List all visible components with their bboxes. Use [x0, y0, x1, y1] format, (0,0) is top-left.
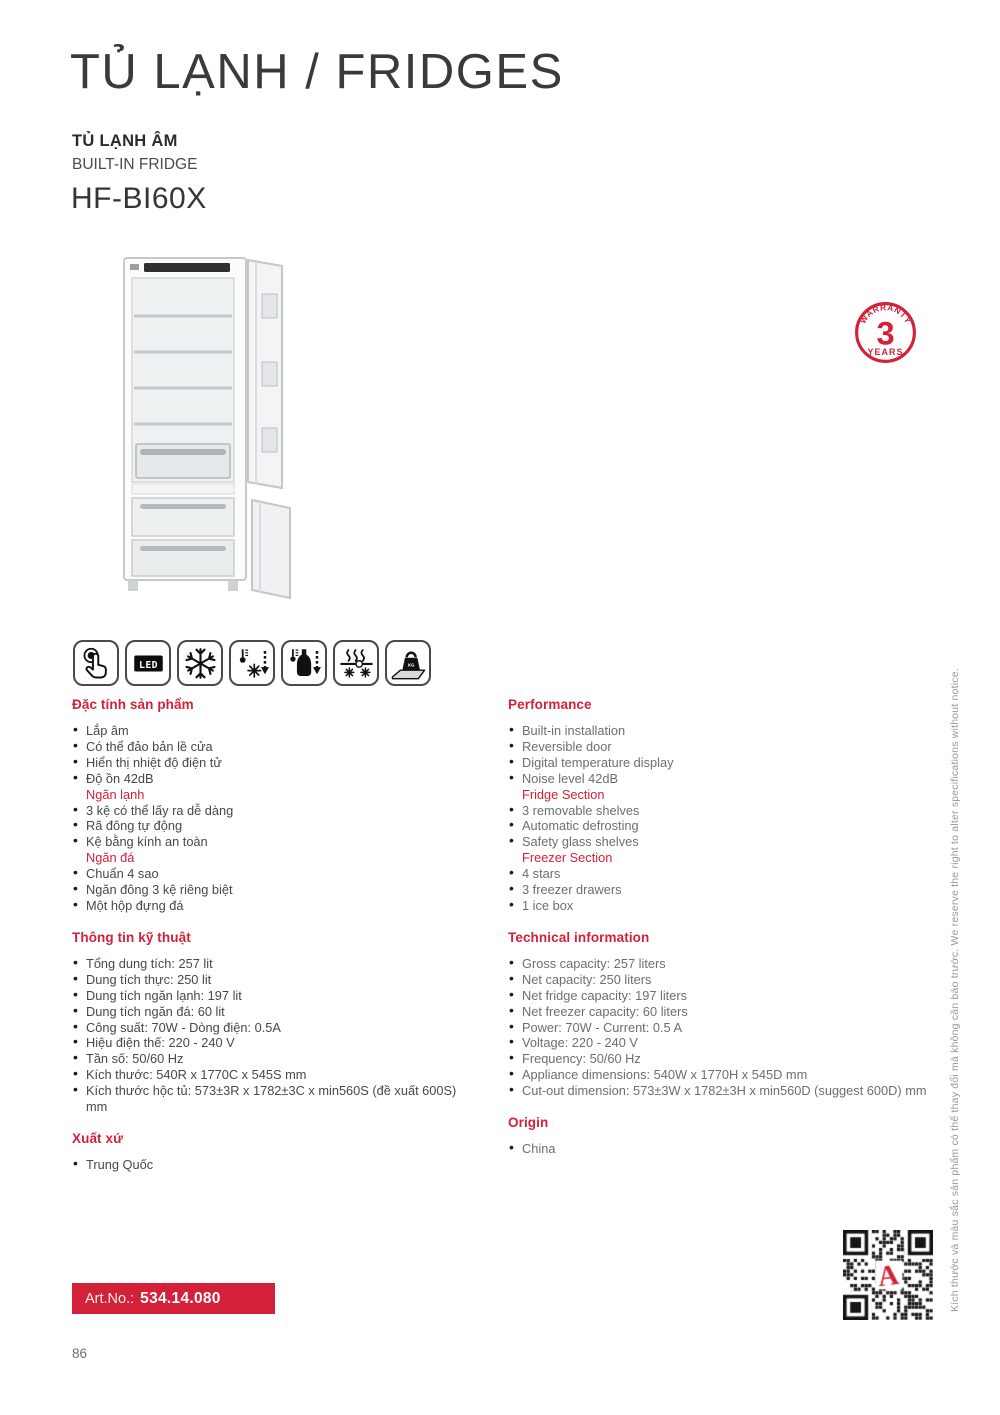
art-number-value: 534.14.080 — [140, 1289, 221, 1307]
list-item: • Built-in installation — [508, 723, 942, 739]
section-heading-features-vi: Đặc tính sản phẩm — [72, 697, 194, 712]
list-item: • Kích thước: 540R x 1770C x 545S mm — [72, 1067, 480, 1083]
list-item: • Frequency: 50/60 Hz — [508, 1051, 942, 1067]
section-heading-performance: Performance — [508, 697, 592, 712]
feature-list-vi — [72, 723, 480, 914]
warranty-years-label: YEARS — [867, 347, 904, 358]
list-item: • Appliance dimensions: 540W x 1770H x 545D mm — [508, 1067, 942, 1083]
freeze-icon — [177, 640, 223, 686]
product-image-fridge — [110, 252, 302, 606]
list-item: • Hiển thị nhiệt độ điện tử — [72, 755, 480, 771]
bottle-cooling-icon — [281, 640, 327, 686]
origin-list-vi — [72, 1157, 480, 1173]
list-item: • Net fridge capacity: 197 liters — [508, 988, 942, 1004]
list-item: • Một hộp đựng đá — [72, 898, 480, 914]
product-model: HF-BI60X — [71, 182, 207, 215]
list-item: • Noise level 42dB — [508, 771, 942, 787]
warranty-badge — [854, 301, 917, 364]
list-item: • Độ ồn 42dB — [72, 771, 480, 787]
list-item: • Cut-out dimension: 573±3W x 1782±3H x min560D (suggest 600D) mm — [508, 1083, 942, 1099]
list-item: • Ngăn đông 3 kệ riêng biệt — [72, 882, 480, 898]
section-heading-origin-vi: Xuất xứ — [72, 1130, 123, 1146]
list-item: • Lắp âm — [72, 723, 480, 739]
origin-list-en — [508, 1141, 942, 1157]
list-item: • Voltage: 220 - 240 V — [508, 1035, 942, 1051]
list-item: • Power: 70W - Current: 0.5 A — [508, 1020, 942, 1036]
list-subheading: Ngăn lạnh — [86, 786, 145, 802]
list-item: • Automatic defrosting — [508, 818, 942, 834]
feature-icon-row — [73, 640, 431, 686]
list-item: • 4 stars — [508, 866, 942, 882]
list-item: • 3 removable shelves — [508, 803, 942, 819]
list-item: • Reversible door — [508, 739, 942, 755]
list-subheading: Ngăn đá — [86, 850, 135, 866]
list-item: • 3 kệ có thể lấy ra dễ dàng — [72, 803, 480, 819]
art-number-bar — [72, 1283, 275, 1314]
list-item: • Tần số: 50/60 Hz — [72, 1051, 480, 1067]
freezer-temperature-icon — [229, 640, 275, 686]
product-type-vi: TỦ LẠNH ÂM — [72, 132, 178, 150]
warranty-years-number: 3 — [876, 315, 895, 352]
list-item: • Net capacity: 250 liters — [508, 972, 942, 988]
list-item: • 1 ice box — [508, 898, 942, 914]
section-heading-technical-info: Technical information — [508, 929, 650, 945]
column-vietnamese — [72, 697, 480, 1173]
automatic-defrost-icon — [333, 640, 379, 686]
list-item: • Net freezer capacity: 60 liters — [508, 1004, 942, 1020]
section-heading-tech-vi: Thông tin kỹ thuật — [72, 929, 191, 945]
list-item: • Có thể đảo bản lề cửa — [72, 739, 480, 755]
list-item: • Digital temperature display — [508, 755, 942, 771]
tech-list-vi — [72, 956, 480, 1115]
section-heading-origin-en: Origin — [508, 1115, 549, 1131]
list-item: • Công suất: 70W - Dòng điện: 0.5A — [72, 1020, 480, 1036]
list-item: • Hiệu điện thế: 220 - 240 V — [72, 1035, 480, 1051]
led-icon-text: LED — [138, 659, 158, 671]
led-display-icon — [125, 640, 171, 686]
touch-control-icon — [73, 640, 119, 686]
warranty-arc-text: WARRANTY — [857, 302, 914, 326]
page-title: TỦ LẠNH / FRIDGES — [70, 45, 564, 99]
page-number: 86 — [72, 1346, 88, 1361]
product-type-en: BUILT-IN FRIDGE — [72, 156, 198, 173]
column-english — [508, 697, 942, 1157]
list-item: • Trung Quốc — [72, 1157, 480, 1173]
tech-list-en — [508, 956, 942, 1099]
list-item: • Dung tích thực: 250 lit — [72, 972, 480, 988]
list-item: • Rã đông tự động — [72, 818, 480, 834]
list-item: • Tổng dung tích: 257 lit — [72, 956, 480, 972]
art-number-label: Art.No.: — [85, 1290, 135, 1307]
list-item: • Safety glass shelves — [508, 834, 942, 850]
list-item: • Kích thước hộc tủ: 573±3R x 1782±3C x min560S (đề xuất 600S) mm — [72, 1083, 480, 1115]
list-item: • China — [508, 1141, 942, 1157]
feature-list-en — [508, 723, 942, 914]
list-subheading: Fridge Section — [522, 786, 605, 802]
shelf-load-icon — [385, 640, 431, 686]
list-item: • 3 freezer drawers — [508, 882, 942, 898]
list-subheading: Freezer Section — [522, 850, 613, 866]
list-item: • Kệ bằng kính an toàn — [72, 834, 480, 850]
list-item: • Gross capacity: 257 liters — [508, 956, 942, 972]
shelf-load-icon-text: KG — [407, 662, 415, 668]
qr-code — [843, 1230, 933, 1320]
list-item: • Dung tích ngăn lạnh: 197 lit — [72, 988, 480, 1004]
disclaimer-side-note: Kích thước và màu sắc sản phẩm có thể thay đổi mà không cần báo trước. We reserve the right to alter specifications without notice. — [949, 668, 961, 1312]
list-item: • Chuẩn 4 sao — [72, 866, 480, 882]
list-item: • Dung tích ngăn đá: 60 lit — [72, 1004, 480, 1020]
